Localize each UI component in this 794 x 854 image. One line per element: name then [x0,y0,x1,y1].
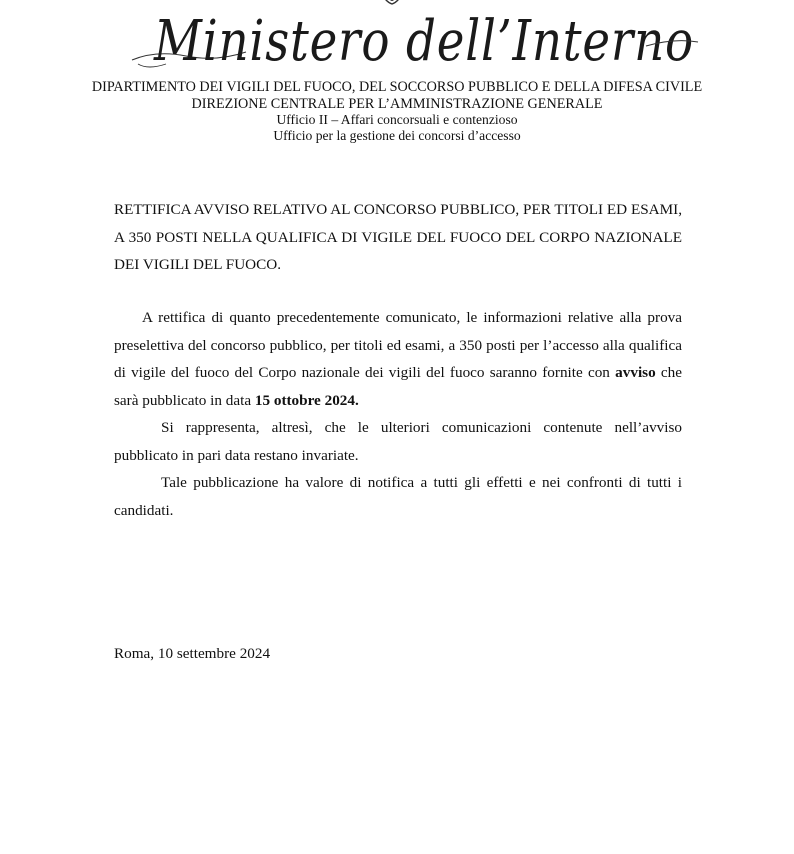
body-paragraph-1 [114,304,682,414]
ministry-logo [126,0,706,78]
place-date: Roma, 10 settembre 2024 [114,645,271,662]
body-paragraph-2: Si rappresenta, altresì, che le ulteriori comunicazioni contenute nell’avviso pubblicato in pari data restano invariate. [114,419,682,464]
p1-mid-text: che sarà pubblicato in data [114,364,682,409]
directorate-name: DIREZIONE CENTRALE PER L’AMMINISTRAZIONE GENERALE [191,95,603,112]
p1-text: A rettifica di quanto precedentemente comunicato, le informazioni relative alla prova preselettiva del concorso pubblico, per titoli ed esami, a 350 posti per l’accesso alla qualifica di vigile del fuoco del Corpo nazionale dei vigili del fuoco saranno fornite con [114,309,682,381]
letterhead-header [0,79,794,144]
office-name: Ufficio II – Affari concorsuali e contenzioso [276,112,518,127]
ministry-logo-text: Ministero dell’Interno [153,9,695,74]
sub-office-name: Ufficio per la gestione dei concorsi d’accesso [273,128,521,143]
p1-bold-avviso: avviso [615,364,656,381]
notice-subject: RETTIFICA AVVISO RELATIVO AL CONCORSO PUBBLICO, PER TITOLI ED ESAMI, A 350 POSTI NELLA QUALIFICA DI VIGILE DEL FUOCO DEL CORPO NAZIONALE DEI VIGILI DEL FUOCO. [114,201,682,273]
p1-bold-date: 15 ottobre 2024. [254,391,359,409]
department-name: DIPARTIMENTO DEI VIGILI DEL FUOCO, DEL SOCCORSO PUBBLICO E DELLA DIFESA CIVILE [91,79,703,95]
body-paragraph-3: Tale pubblicazione ha valore di notifica a tutti gli effetti e nei confronti di tutti i candidati. [114,474,682,519]
